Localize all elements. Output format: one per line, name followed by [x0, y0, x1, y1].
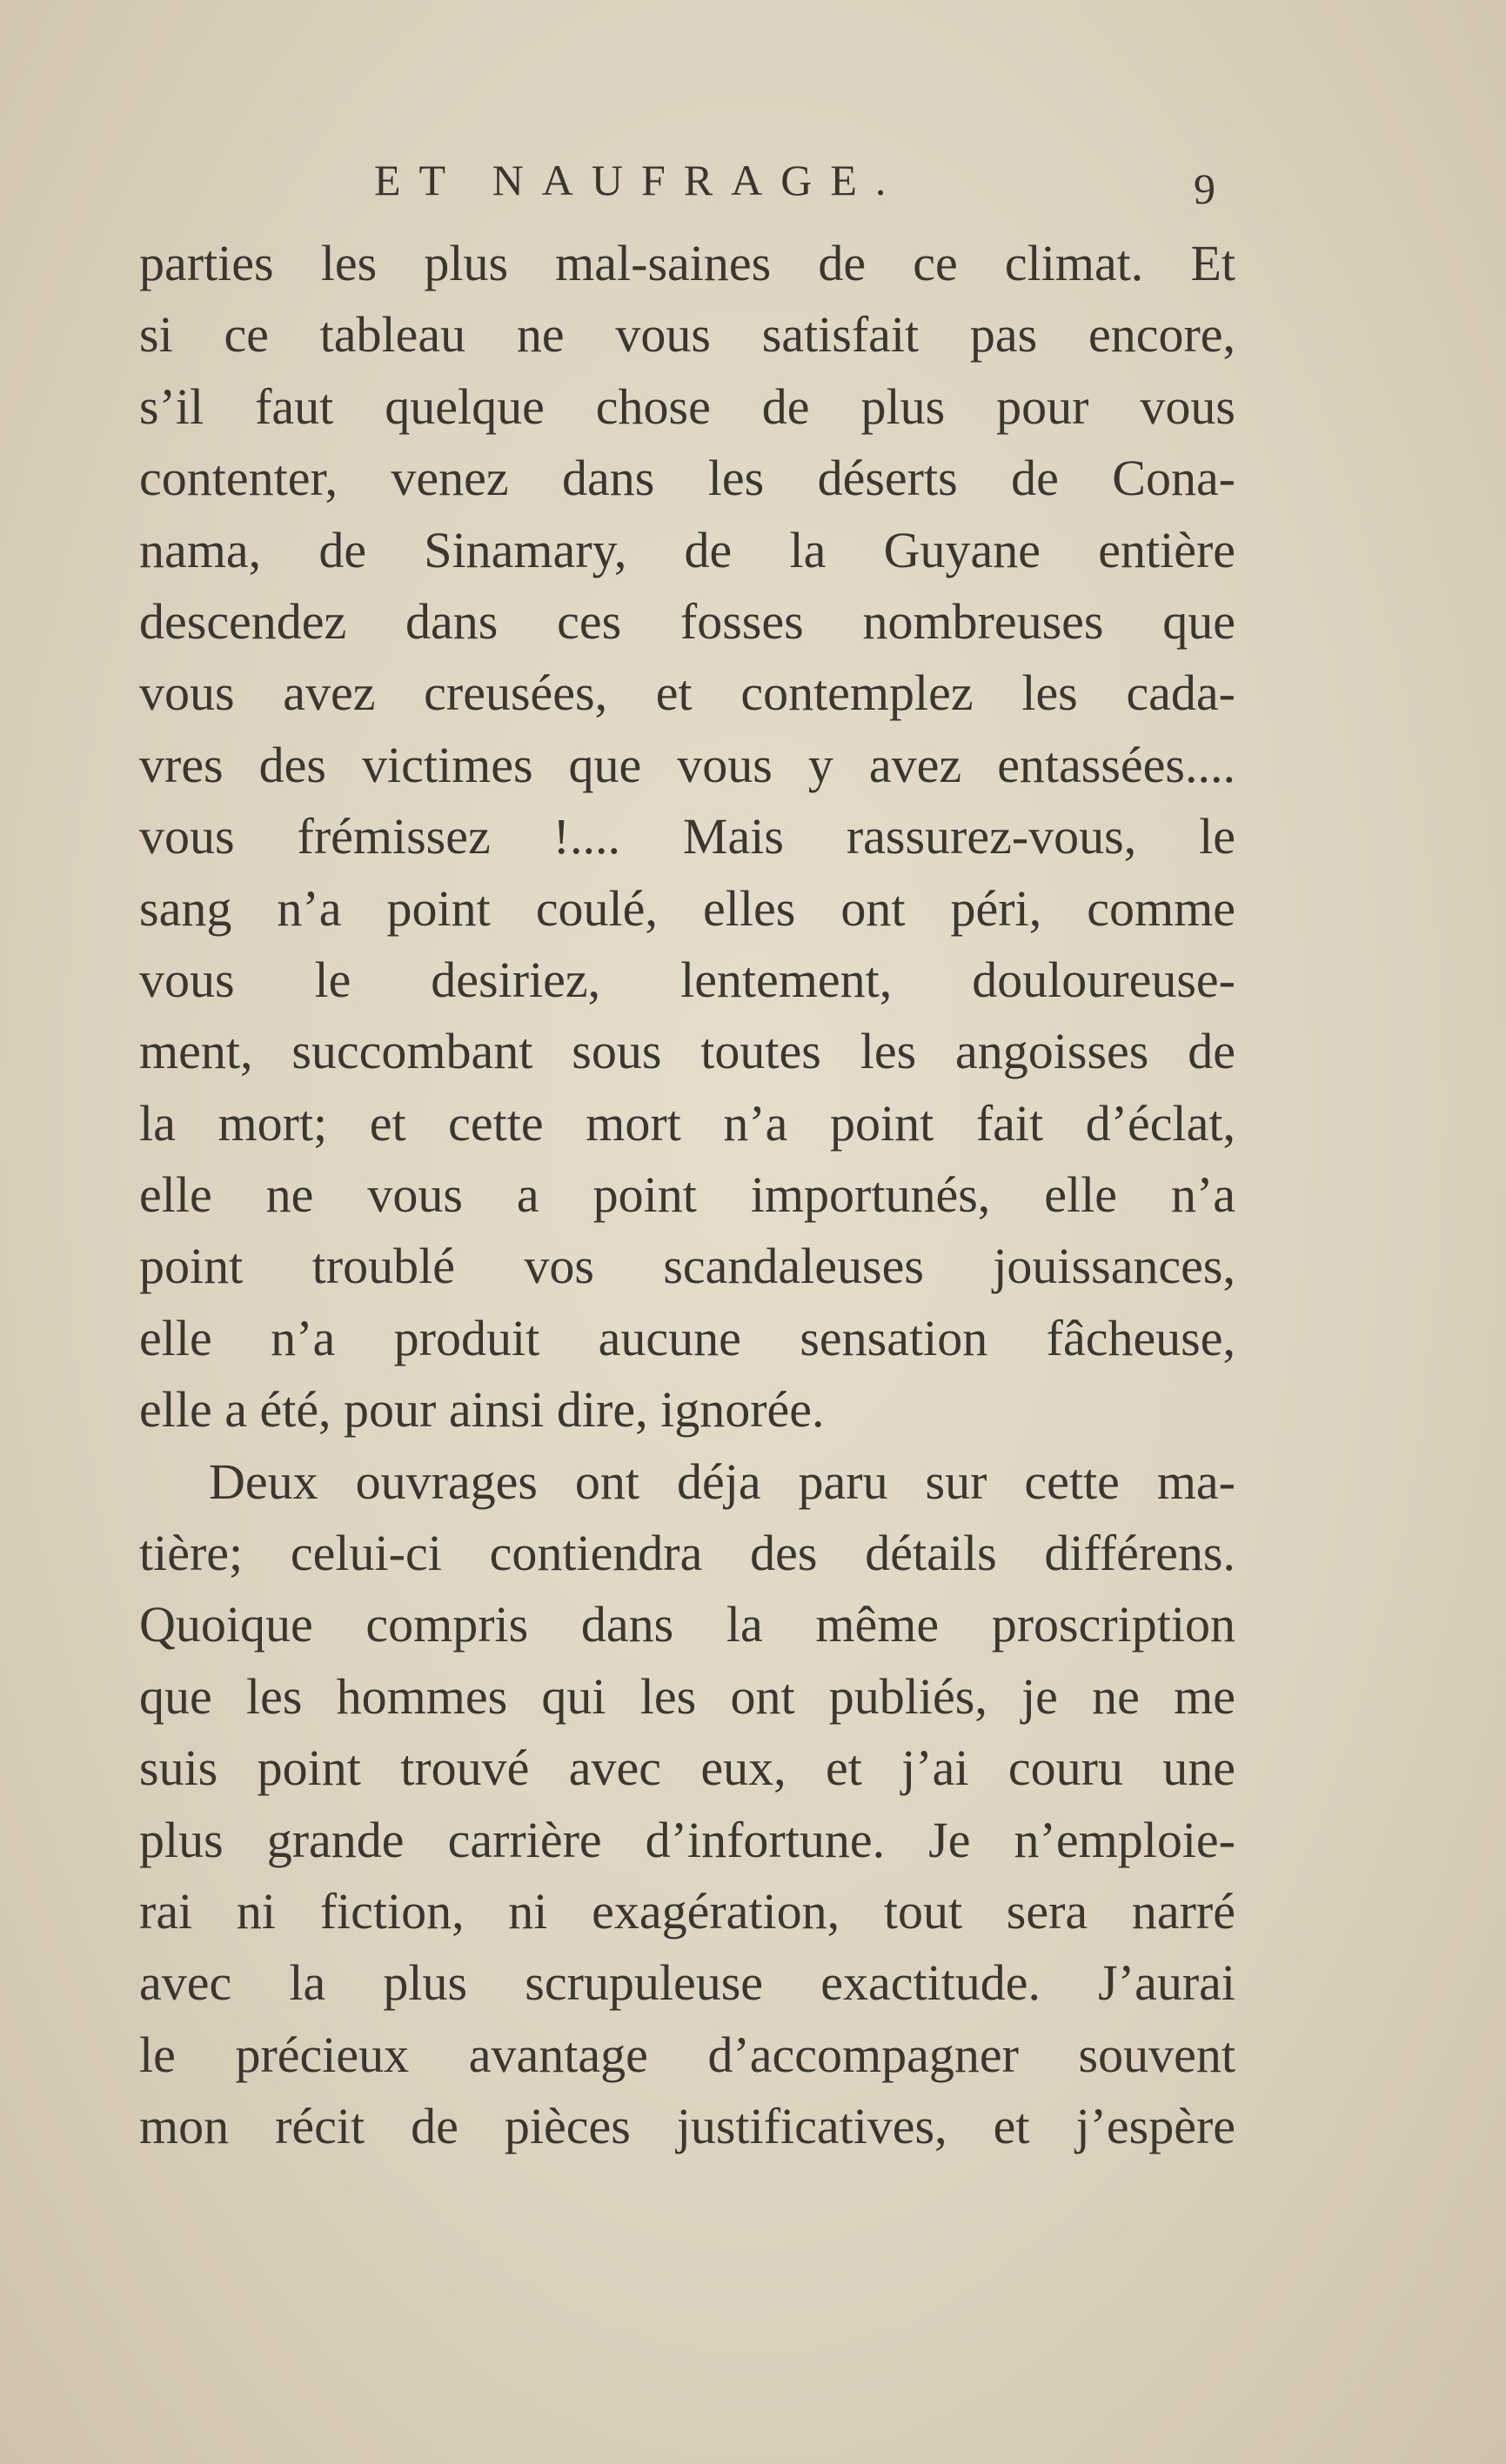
text-line: elle a été, pour ainsi dire, ignorée. [139, 1381, 825, 1439]
body-text [139, 228, 1235, 2163]
text-line: parties les plus mal-saines de ce climat. Et [139, 235, 1235, 291]
text-line: suis point trouvé avec eux, et j’ai couru une [139, 1739, 1235, 1797]
text-line: Deux ouvrages ont déja paru sur cette ma- [209, 1452, 1235, 1510]
text-line: vres des victimes que vous y avez entassées.... [139, 736, 1235, 793]
page-number: 9 [1194, 164, 1215, 213]
text-line: le précieux avantage d’accompagner souvent [139, 2026, 1235, 2083]
text-line: la mort; et cette mort n’a point fait d’éclat, [139, 1094, 1235, 1152]
text-line: Quoique compris dans la même proscription [139, 1596, 1235, 1653]
text-line: vous le desiriez, lentement, douloureuse- [139, 951, 1235, 1008]
text-line: point troublé vos scandaleuses jouissances, [139, 1238, 1235, 1295]
text-line: elle ne vous a point importunés, elle n’a [139, 1166, 1235, 1224]
text-line: tière; celui-ci contiendra des détails différens. [139, 1525, 1235, 1582]
text-line: s’il faut quelque chose de plus pour vous [139, 377, 1235, 435]
text-line: ment, succombant sous toutes les angoisses de [139, 1023, 1235, 1080]
text-line: rai ni fiction, ni exagération, tout sera narré [139, 1882, 1235, 1940]
text-line: sang n’a point coulé, elles ont péri, comme [139, 879, 1235, 937]
text-line: vous avez creusées, et contemplez les cada- [139, 664, 1235, 722]
text-line: vous frémissez !.... Mais rassurez-vous, le [139, 808, 1235, 865]
text-line: contenter, venez dans les déserts de Cona- [139, 450, 1235, 507]
text-line: mon récit de pièces justificatives, et j’espère [139, 2098, 1235, 2155]
text-line: descendez dans ces fosses nombreuses que [139, 592, 1235, 650]
text-line: plus grande carrière d’infortune. Je n’emploie- [139, 1811, 1235, 1868]
text-line: avec la plus scrupuleuse exactitude. J’aurai [139, 1954, 1235, 2012]
text-line: que les hommes qui les ont publiés, je ne me [139, 1667, 1235, 1725]
text-line: nama, de Sinamary, de la Guyane entière [139, 521, 1235, 578]
text-line: elle n’a produit aucune sensation fâcheuse, [139, 1309, 1235, 1366]
text-line: si ce tableau ne vous satisfait pas encore, [139, 306, 1235, 364]
running-title: ET NAUFRAGE. [374, 156, 905, 204]
